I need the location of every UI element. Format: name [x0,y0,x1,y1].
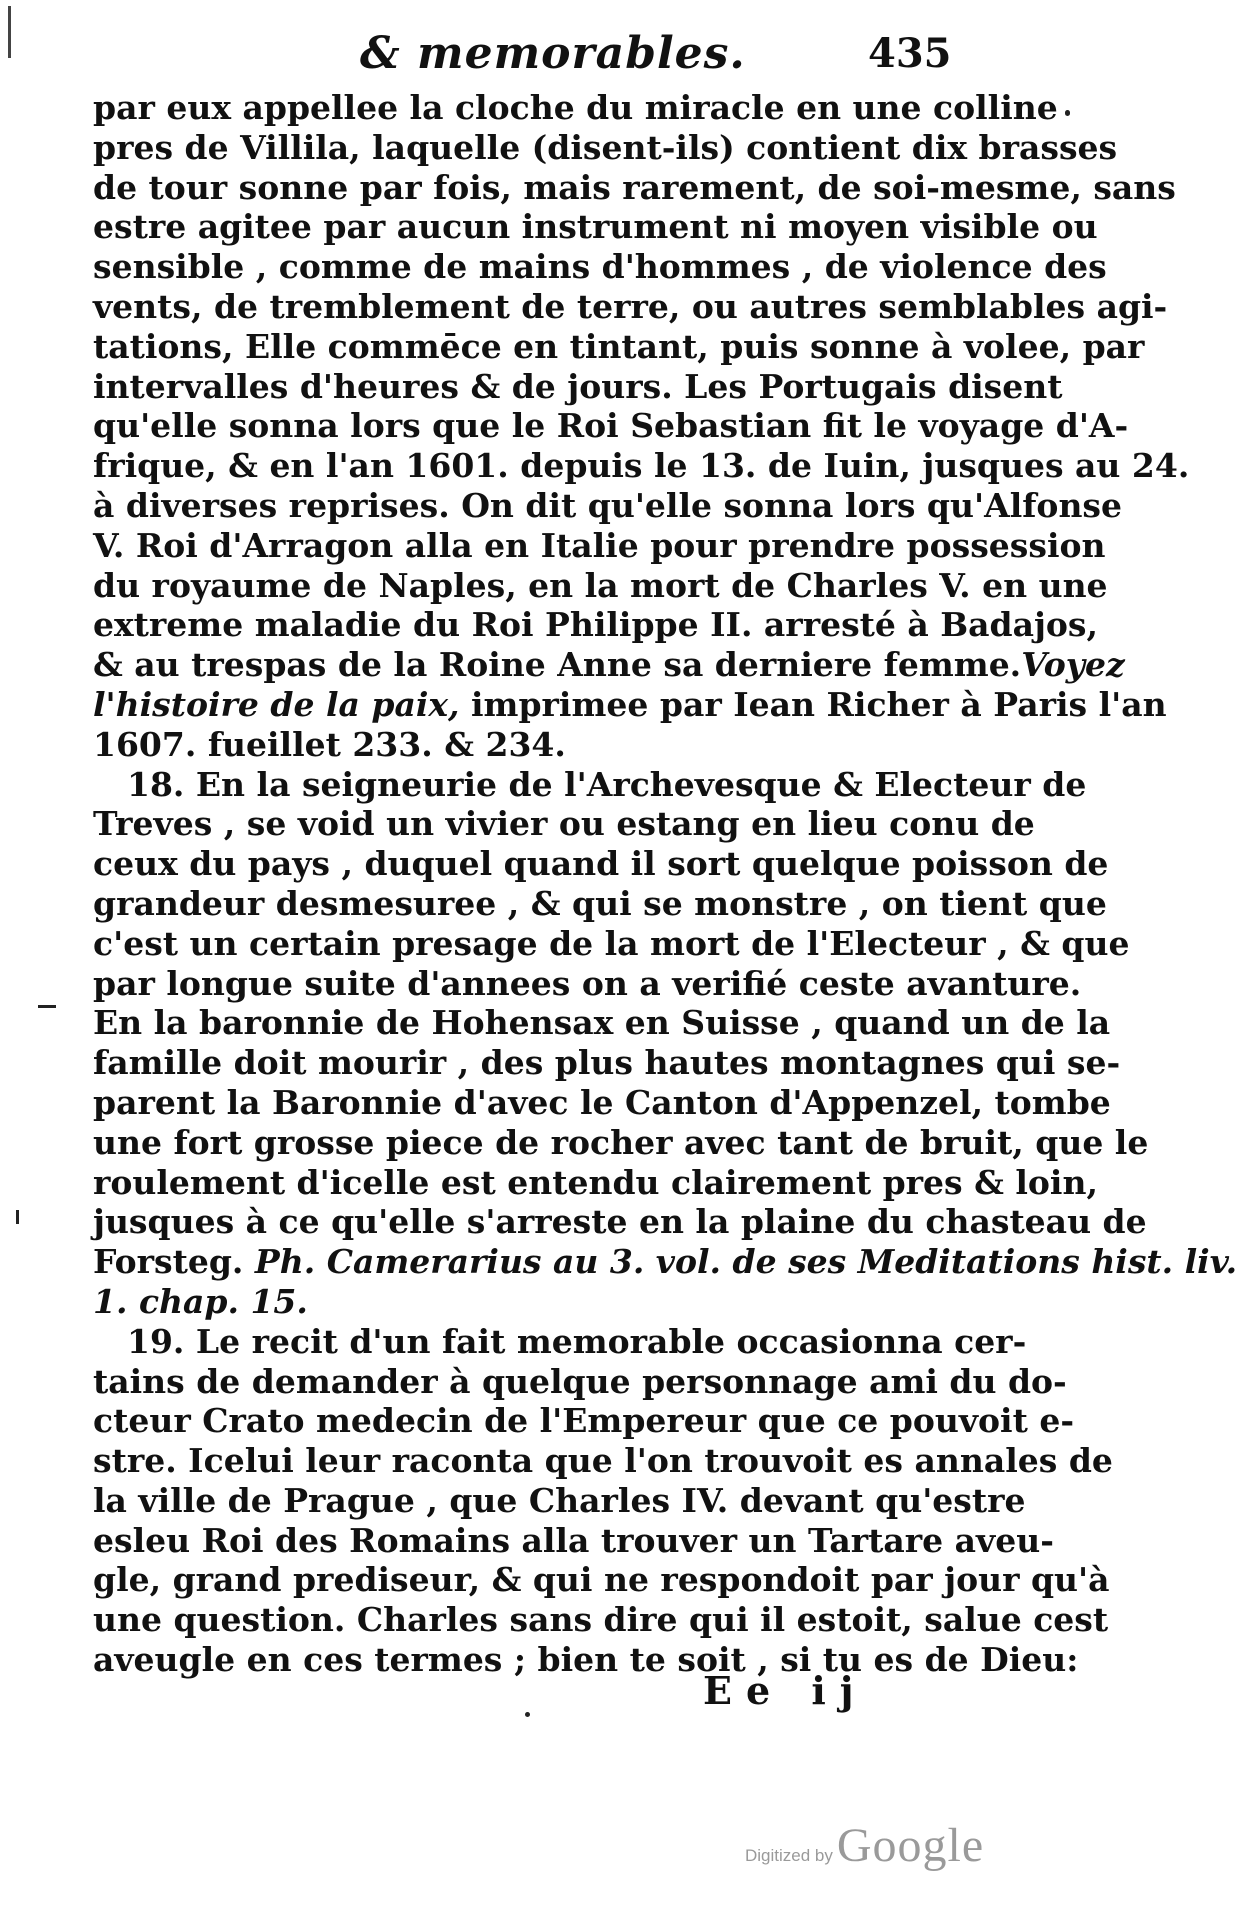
body-text [93,88,1237,1680]
page-number: 435 [868,30,952,77]
text-line: pres de Villila, laquelle (disent-ils) contient dix brasses [93,127,1118,167]
margin-tick [16,1210,19,1224]
paragraph-18-line: roulement d'icelle est entendu clairement pres & loin, [93,1162,1098,1202]
text-run: & au trespas de la Roine Anne sa derniere femme. [93,645,1022,685]
paragraph-18-line: En la baronnie de Hohensax en Suisse , quand un de la [93,1003,1111,1043]
left-margin-rule [8,6,11,58]
paragraph-19-line: tains de demander à quelque personnage ami du do- [93,1361,1067,1401]
paragraph-19-line: la ville de Prague , que Charles IV. devant qu'estre [93,1480,1026,1520]
paragraph-19-line: gle, grand prediseur, & qui ne respondoit par jour qu'à [93,1560,1110,1600]
paragraph-18-line: grandeur desmesuree , & qui se monstre , on tient que [93,883,1107,923]
citation-reference: Ph. Camerarius au 3. vol. de ses Meditations hist. liv. [254,1242,1237,1282]
text-line-with-citation [93,645,1125,685]
paragraph-18-line: Treves , se void un vivier ou estang en lieu conu de [93,804,1035,844]
text-line: V. Roi d'Arragon alla en Italie pour prendre possession [93,525,1106,565]
text-line: qu'elle sonna lors que le Roi Sebastian fit le voyage d'A- [93,406,1129,446]
citation-line [93,684,1167,725]
margin-speck [1065,110,1070,116]
paragraph-19-line: 19. Le recit d'un fait memorable occasionna cer- [127,1321,1027,1361]
paragraph-18-line: jusques à ce qu'elle s'arreste en la plaine du chasteau de [93,1202,1147,1242]
citation-lead: Forsteg. [93,1242,244,1282]
citation-line: 1607. fueillet 233. & 234. [93,724,566,764]
paragraph-19-line: stre. Icelui leur raconta que l'on trouvoit es annales de [93,1441,1113,1481]
text-line: vents, de tremblement de terre, ou autres semblables agi- [93,286,1168,326]
paragraph-18-line: une fort grosse piece de rocher avec tant de bruit, que le [93,1122,1149,1162]
paragraph-18-line: parent la Baronnie d'avec le Canton d'Appenzel, tombe [93,1082,1111,1122]
paragraph-18-line: ceux du pays , duquel quand il sort quelque poisson de [93,844,1109,884]
paragraph-18-line: 18. En la seigneurie de l'Archevesque & Electeur de [127,764,1087,804]
paragraph-19-line: cteur Crato medecin de l'Empereur que ce pouvoit e- [93,1401,1075,1441]
paragraph-18-line: famille doit mourir , des plus hautes montagnes qui se- [93,1043,1121,1083]
footer-speck [525,1712,530,1717]
citation-lead: Voyez [1021,645,1125,685]
paragraph-19-line: une question. Charles sans dire qui il estoit, salue cest [93,1600,1109,1640]
text-line: frique, & en l'an 1601. depuis le 13. de Iuin, jusques au 24. [93,446,1190,486]
citation-title: l'histoire de la paix, [93,684,460,724]
text-line: par eux appellee la cloche du miracle en une colline [93,88,1058,127]
running-header: & memorables. [360,28,746,79]
margin-dash [38,1005,56,1008]
paragraph-18-line: c'est un certain presage de la mort de l'Electeur , & que [93,923,1130,963]
text-line: à diverses reprises. On dit qu'elle sonna lors qu'Alfonse [93,485,1123,525]
signature-mark: Ee ij [703,1668,868,1713]
citation-line: 1. chap. 15. [93,1281,308,1321]
text-line: extreme maladie du Roi Philippe II. arresté à Badajos, [93,605,1099,645]
text-line: tations, Elle commēce en tintant, puis sonne à volee, par [93,326,1145,366]
citation-line [93,1242,1237,1282]
paragraph-19-line: esleu Roi des Romains alla trouver un Tartare aveu- [93,1520,1054,1560]
text-line: sensible , comme de mains d'hommes , de violence des [93,247,1107,287]
text-line: du royaume de Naples, en la mort de Charles V. en une [93,565,1108,605]
google-logo: Google [836,1819,985,1872]
digitized-watermark [745,1818,984,1873]
paragraph-18-line: par longue suite d'annees on a verifié ceste avanture. [93,963,1082,1003]
text-line: intervalles d'heures & de jours. Les Portugais disent [93,366,1063,406]
text-line: estre agitee par aucun instrument ni moyen visible ou [93,207,1098,247]
citation-text: imprimee par Iean Richer à Paris l'an [459,684,1167,724]
watermark-prefix: Digitized by [745,1846,833,1865]
paragraph-19-line: aveugle en ces termes ; bien te soit , si tu es de Dieu: [93,1640,1079,1680]
text-line: de tour sonne par fois, mais rarement, de soi-mesme, sans [93,167,1176,207]
